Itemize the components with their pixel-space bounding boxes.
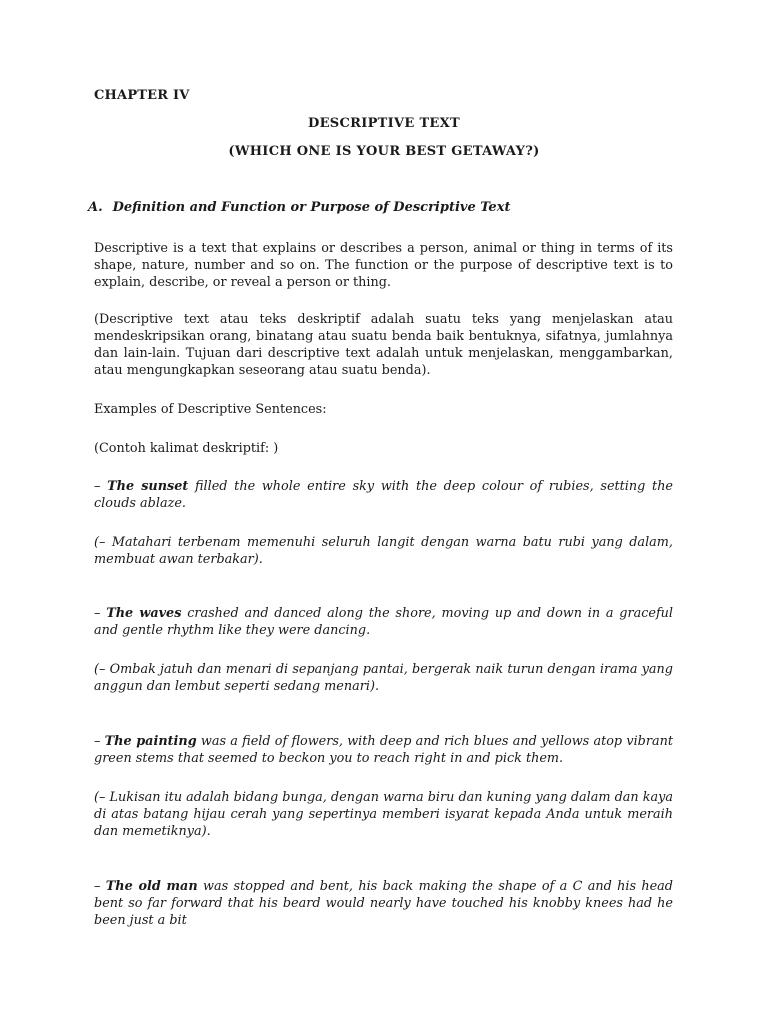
example-dash: – bbox=[94, 606, 107, 621]
example-rest: filled the whole entire sky with the deep colour of rubies, setting the clouds ablaze. bbox=[94, 479, 674, 511]
example-translation: (– Lukisan itu adalah bidang bunga, dengan warna biru dan kuning yang dalam dan kaya di atas batang hijau cerah yang sepertinya memberi isyarat kepada Anda untuk meraih dan memetiknya). bbox=[94, 790, 673, 839]
example-sentence bbox=[94, 605, 673, 639]
example-translation: (– Ombak jatuh dan menari di sepanjang pantai, bergerak naik turun dengan irama yang anggun dan lembut seperti sedang menari). bbox=[94, 662, 673, 694]
example-lead: The painting bbox=[104, 734, 197, 749]
document-title: DESCRIPTIVE TEXT bbox=[308, 116, 460, 131]
example-rest: was stopped and bent, his back making the shape of a C and his head bent so far forward that his beard would nearly have touched his knobby knees had he been just a bit bbox=[94, 879, 673, 928]
example-lead: The sunset bbox=[107, 479, 189, 494]
example-rest: was a field of flowers, with deep and rich blues and yellows atop vibrant green stems that seemed to beckon you to reach right in and pick them. bbox=[94, 734, 674, 766]
section-heading-text: Definition and Function or Purpose of Descriptive Text bbox=[112, 200, 511, 215]
section-letter: A. bbox=[88, 200, 103, 215]
example-sentence bbox=[94, 878, 673, 929]
section-heading bbox=[88, 200, 510, 215]
definition-indonesian: (Descriptive text atau teks deskriptif adalah suatu teks yang menjelaskan atau mendeskripsikan orang, binatang atau suatu benda baik bentuknya, sifatnya, jumlahnya dan lain-lain. Tujuan dari descriptive text adalah untuk menjelaskan, menggambarkan, atau mengungkapkan seseorang atau suatu benda). bbox=[94, 312, 673, 378]
document-subtitle: (WHICH ONE IS YOUR BEST GETAWAY?) bbox=[228, 144, 540, 159]
example-dash: – bbox=[94, 879, 106, 894]
example-rest: crashed and danced along the shore, moving up and down in a graceful and gentle rhythm like they were dancing. bbox=[94, 606, 674, 638]
chapter-label: CHAPTER IV bbox=[94, 88, 190, 103]
example-dash: – bbox=[94, 734, 105, 749]
example-dash: – bbox=[94, 479, 108, 494]
example-lead: The old man bbox=[105, 879, 198, 894]
example-sentence bbox=[94, 478, 673, 512]
example-translation: (– Matahari terbenam memenuhi seluruh langit dengan warna batu rubi yang dalam, membuat awan terbakar). bbox=[94, 535, 673, 567]
examples-heading: Examples of Descriptive Sentences: bbox=[94, 402, 327, 417]
example-lead: The waves bbox=[106, 606, 182, 621]
example-sentence bbox=[94, 733, 673, 767]
definition-english: Descriptive is a text that explains or describes a person, animal or thing in terms of its shape, nature, number and so on. The function or the purpose of descriptive text is to explain, describe, or reveal a person or thing. bbox=[94, 241, 673, 290]
examples-heading-indonesian: (Contoh kalimat deskriptif: ) bbox=[94, 441, 279, 456]
